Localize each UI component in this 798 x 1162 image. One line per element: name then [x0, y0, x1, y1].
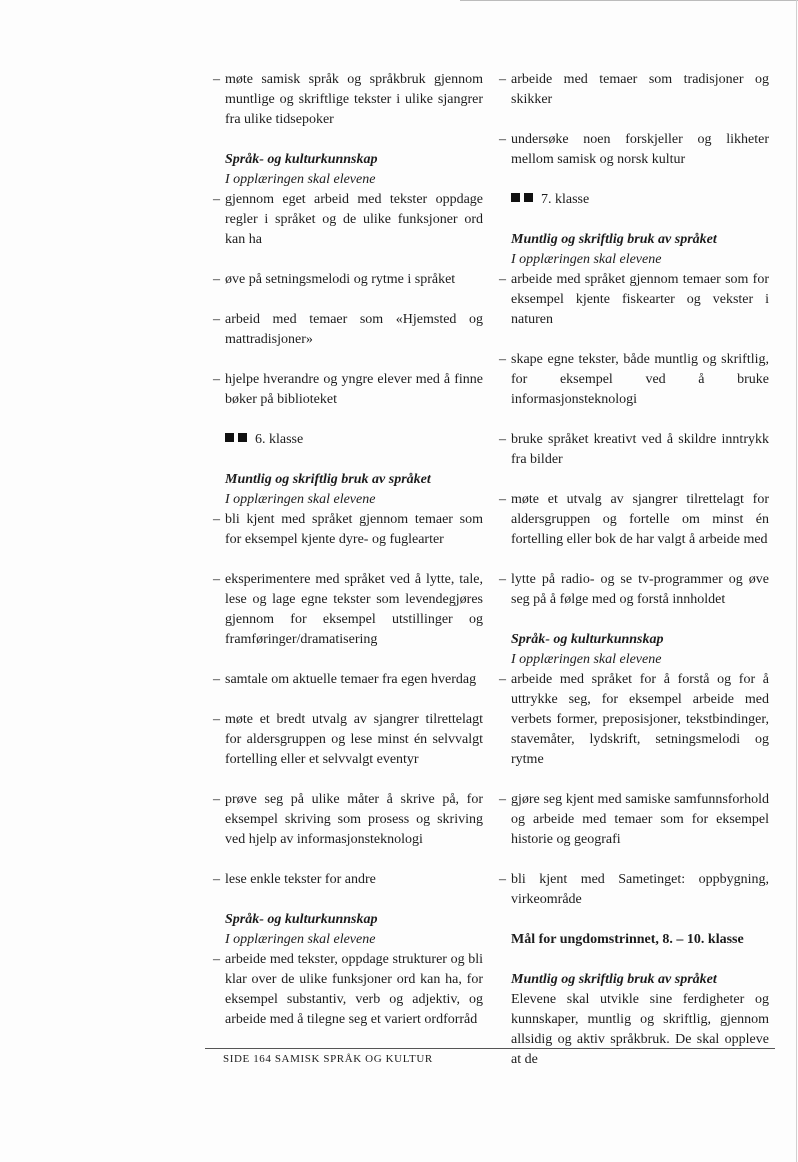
list-item: – lytte på radio- og se tv-programmer og øve seg på å følge med og forstå innholdet — [499, 572, 769, 607]
square-bullet-icon — [511, 193, 520, 202]
list-item: – møte et utvalg av sjangrer tilrettelagt for aldersgruppen og fortelle om minst én fortelling eller bok de har valgt å arbeide med — [499, 492, 769, 547]
goal-title: Mål for ungdomstrinnet, 8. – 10. klasse — [511, 932, 744, 947]
list-item: – gjennom eget arbeid med tekster oppdage regler i språket og de ulike funksjoner ord kan ha — [213, 192, 483, 247]
section-heading: Muntlig og skriftlig bruk av språket — [225, 472, 431, 487]
list-item: – hjelpe hverandre og yngre elever med å finne bøker på biblioteket — [213, 372, 483, 407]
grade-heading: 7. klasse — [499, 190, 769, 210]
list-item: – arbeide med tekster, oppdage strukturer og bli klar over de ulike funksjoner ord kan ha, for eksempel substantiv, verb og adjektiv, og arbeide med å tilegne seg et variert ordforråd — [213, 952, 483, 1027]
list-item: – samtale om aktuelle temaer fra egen hverdag — [213, 672, 477, 687]
section-heading: Språk- og kulturkunnskap — [511, 632, 664, 647]
list-item: – bli kjent med Sametinget: oppbygning, virkeområde — [499, 872, 769, 907]
section-subheading: I opplæringen skal elevene — [225, 932, 376, 947]
section-heading: Muntlig og skriftlig bruk av språket — [511, 232, 717, 247]
list-item: – eksperimentere med språket ved å lytte, tale, lese og lage egne tekster som levendegjøres gjennom for eksempel utstillinger og framføringer/dramatisering — [213, 572, 483, 647]
square-bullet-icon — [238, 433, 247, 442]
section-subheading: I opplæringen skal elevene — [225, 172, 376, 187]
list-item: – bli kjent med språket gjennom temaer som for eksempel kjente dyre- og fuglearter — [213, 512, 483, 547]
right-column — [499, 70, 769, 1070]
list-item: – prøve seg på ulike måter å skrive på, for eksempel skriving som prosess og skriving ved hjelp av informasjonsteknologi — [213, 792, 483, 847]
list-item: – arbeide med temaer som tradisjoner og skikker — [499, 72, 769, 107]
list-item: – bruke språket kreativt ved å skildre inntrykk fra bilder — [499, 432, 769, 467]
right-border-line — [796, 0, 797, 1162]
list-item: – øve på setningsmelodi og rytme i språket — [213, 272, 456, 287]
list-item: – arbeide med språket gjennom temaer som for eksempel kjente fiskearter og vekster i naturen — [499, 272, 769, 327]
square-bullet-icon — [225, 433, 234, 442]
list-item: – undersøke noen forskjeller og likheter mellom samisk og norsk kultur — [499, 132, 769, 167]
list-item: – skape egne tekster, både muntlig og skriftlig, for eksempel ved å bruke informasjonsteknologi — [499, 352, 769, 407]
list-item: – arbeide med språket for å forstå og for å uttrykke seg, for eksempel arbeide med verbets former, preposisjoner, tekstbindinger, stavemåter, lydskrift, setningsmelodi og rytme — [499, 672, 769, 767]
page-footer: SIDE 164 SAMISK SPRÅK OG KULTUR — [223, 1053, 433, 1065]
list-item: – lese enkle tekster for andre — [213, 872, 376, 887]
left-column — [213, 70, 483, 1050]
grade-heading: 6. klasse — [213, 430, 483, 450]
list-item: – møte samisk språk og språkbruk gjennom muntlige og skriftlige tekster i ulike sjangrer fra ulike tidsepoker — [213, 72, 483, 127]
body-paragraph: Elevene skal utvikle sine ferdigheter og kunnskaper, muntlig og skriftlig, gjennom allsidig og aktiv språkbruk. De skal oppleve at de — [511, 992, 769, 1067]
top-border-line — [460, 0, 798, 1]
list-item: – arbeid med temaer som «Hjemsted og mattradisjoner» — [213, 312, 483, 347]
section-heading: Språk- og kulturkunnskap — [225, 912, 378, 927]
square-bullet-icon — [524, 193, 533, 202]
list-item: – gjøre seg kjent med samiske samfunnsforhold og arbeide med temaer som for eksempel historie og geografi — [499, 792, 769, 847]
footer-divider — [205, 1048, 775, 1049]
section-heading: Språk- og kulturkunnskap — [225, 152, 378, 167]
section-subheading: I opplæringen skal elevene — [511, 252, 662, 267]
section-subheading: I opplæringen skal elevene — [225, 492, 376, 507]
section-subheading: I opplæringen skal elevene — [511, 652, 662, 667]
section-heading: Muntlig og skriftlig bruk av språket — [511, 972, 717, 987]
list-item: – møte et bredt utvalg av sjangrer tilrettelagt for aldersgruppen og lese minst én selvvalgt fortelling eller et selvvalgt eventyr — [213, 712, 483, 767]
